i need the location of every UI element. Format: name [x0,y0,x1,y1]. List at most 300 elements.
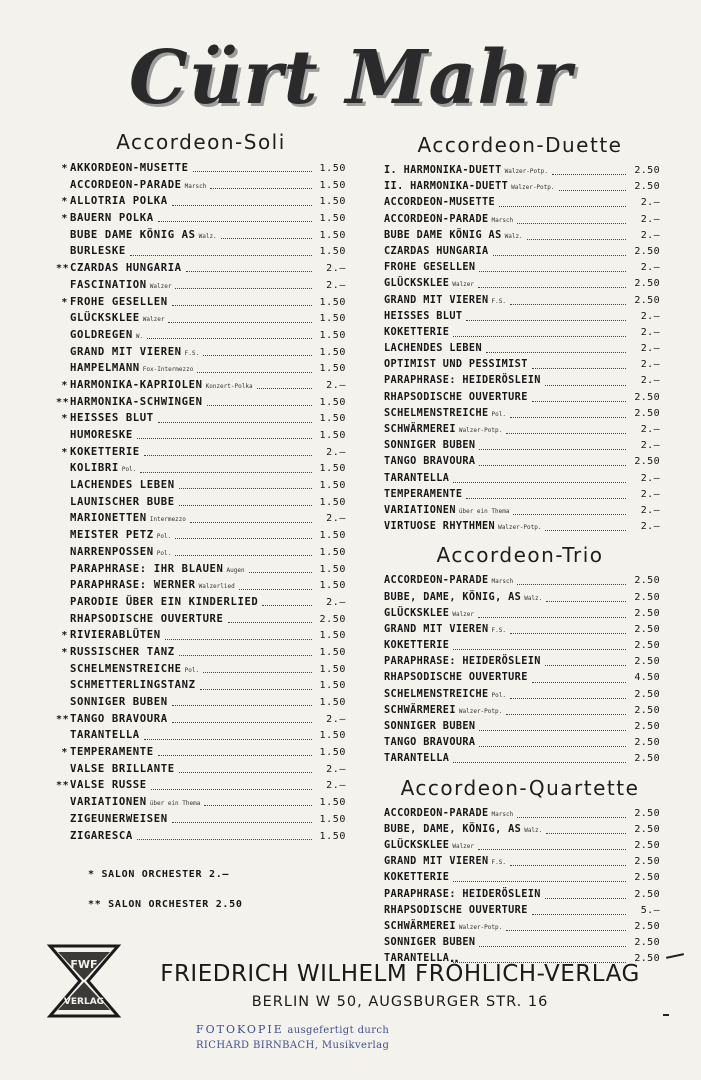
list-item [380,519,660,535]
entry-title: AKKORDEON-MUSETTE [70,162,189,174]
entry-price: 2.50 [634,391,660,403]
list-item [380,703,660,719]
list-item [380,638,660,654]
entry-title: BUBE, DAME, KÖNIG, AS [384,591,522,603]
footnote-salon-orchester-2: ** SALON ORCHESTER 2.50 [88,899,243,910]
entry-genre: Intermezzo [149,516,186,524]
leader-dots [545,384,626,386]
list-item [56,427,346,444]
entry-price: 1.50 [319,797,346,809]
list-item [380,622,660,638]
entry-genre: Marsch [491,810,514,818]
entry-title: CZARDAS HUNGARIA [384,245,489,257]
list-item [56,394,346,411]
list-item [380,687,660,703]
leader-dots [479,729,626,731]
leader-dots [532,681,626,683]
leader-dots [453,648,626,650]
entry-mark: * [61,413,68,425]
entry-genre: Walz. [524,594,543,602]
list-item [380,838,660,854]
entry-price: 2.50 [634,704,660,716]
list-item [380,806,660,822]
leader-dots [479,448,626,450]
entry-genre: Walzer-Potp. [511,184,555,192]
leader-dots [249,571,312,573]
composer-title: Cürt Mahr [128,35,573,121]
entry-price: 2.50 [634,245,660,257]
entry-mark: * [61,196,68,208]
entry-genre: Pol. [491,410,506,418]
entry-title: GLÜCKSKLEE [384,278,450,290]
leader-dots [144,454,312,456]
entry-title: PARODIE ÜBER EIN KINDERLIED [70,595,259,608]
entry-genre: Walz. [504,232,523,240]
entry-title: ACCORDEON-PARADE [384,213,489,225]
entry-title: GLÜCKSKLEE [70,312,140,325]
list-item [380,422,660,438]
entry-title: ACCORDEON-PARADE [384,575,489,587]
leader-dots [175,554,312,556]
leader-dots [158,220,312,222]
entry-price: 1.50 [319,747,346,759]
list-item [380,260,660,276]
list-item [56,611,346,628]
entry-title: SCHWÄRMEREI [384,704,456,716]
entry-price: 1.50 [319,363,346,375]
leader-dots [486,351,626,353]
list-item [380,719,660,735]
entry-price: 2.— [640,229,660,241]
entry-genre: Marsch [491,216,514,224]
entry-mark: ** [56,396,70,408]
list-item [56,377,346,394]
leader-dots [147,337,312,339]
entry-price: 2.— [640,359,660,371]
list-item [56,410,346,427]
entry-title: BUBE DAME KÖNIG AS [384,229,502,241]
trio-section [380,543,660,767]
entry-title: SCHELMENSTREICHE [384,688,489,700]
footnote-salon-orchester-1: * SALON ORCHESTER 2.— [88,869,230,880]
leader-dots [510,303,626,305]
entry-title: SCHWÄRMEREI [384,424,456,435]
leader-dots [203,671,312,673]
entry-title: SCHMETTERLINGSTANZ [70,679,196,692]
entry-mark: * [61,646,68,658]
entry-title: HARMONIKA-SCHWINGEN [70,395,203,408]
logo-text-bottom: VERLAG [63,997,105,1007]
entry-title: TANGO BRAVOURA [384,737,476,749]
leader-dots [175,287,312,289]
entry-genre: Marsch [491,578,514,586]
logo-text-top: FWF [70,958,98,971]
entry-title: TEMPERAMENTE [70,746,154,759]
entry-title: GRAND MIT VIEREN [384,294,489,306]
entry-title: SCHELMENSTREICHE [384,407,489,419]
entry-price: 2.50 [634,953,660,965]
entry-genre: Marsch [184,182,207,190]
entry-price: 2.50 [634,888,660,900]
entry-price: 2.50 [634,807,660,819]
entry-title: ACCORDEON-PARADE [384,807,489,819]
entry-genre: Walzer [142,316,165,324]
entry-genre: F.S. [491,859,506,867]
leader-dots [172,704,312,706]
leader-dots [466,319,626,321]
entry-title: VALSE RUSSE [70,779,147,792]
entry-mark: * [61,213,68,225]
entry-title: TEMPERAMENTE [384,488,463,500]
leader-dots [221,237,312,239]
entry-genre: Augen [226,566,245,574]
leader-dots [179,504,312,506]
publisher-logo-icon [44,940,124,1022]
list-item [56,444,346,461]
entry-title: RHAPSODISCHE OUVERTURE [384,904,528,916]
entry-genre: Walzer-Potp. [498,524,542,532]
scan-speck [663,1014,669,1016]
list-item [56,477,346,494]
list-item [56,627,346,644]
publisher-name: FRIEDRICH WILHELM FRÖHLICH-VERLAG [160,961,640,987]
entry-genre: Walzer-Potp. [458,923,503,931]
entry-title: KOKETTERIE [384,326,450,338]
leader-dots [479,270,626,272]
quartette-section [380,776,660,968]
list-item [56,277,346,294]
leader-dots [532,367,626,369]
list-item [56,677,346,694]
entry-title: GRAND MIT VIEREN [384,856,489,868]
entry-title: I. HARMONIKA-DUETT [384,165,502,176]
entry-genre: Walzer [149,282,172,290]
leader-dots [179,654,312,656]
entry-mark: ** [56,263,70,275]
entry-price: 2.50 [634,823,660,835]
list-item [380,471,660,487]
soli-heading: Accordeon-Soli [116,130,286,154]
entry-genre: F.S. [491,297,506,305]
list-item [380,573,660,589]
leader-dots [532,913,626,915]
publisher-address: BERLIN W 50, AUGSBURGER STR. 16 [251,994,549,1010]
leader-dots [546,600,626,602]
entry-price: 2.— [326,279,346,291]
entry-genre: Pol. [491,691,506,699]
list-item [56,761,346,778]
entry-title: VARIATIONEN [384,504,456,516]
entry-title: TARANTELLA [70,729,140,742]
duette-heading: Accordeon-Duette [417,133,623,157]
entry-genre: Walzer-Potp. [458,707,503,715]
entry-title: GRAND MIT VIEREN [384,623,489,635]
list-item [380,406,660,422]
entry-price: 2.50 [634,575,660,587]
list-item [56,310,346,327]
leader-dots [179,487,312,489]
entry-price: 2.50 [319,613,346,625]
entry-title: FROHE GESELLEN [70,295,168,308]
entry-price: 1.50 [319,680,346,692]
leader-dots [510,864,626,866]
list-item [56,344,346,361]
entry-price: 2.50 [634,721,660,732]
leader-dots [158,421,312,423]
entry-price: 1.50 [319,413,346,425]
entry-price: 2.50 [634,278,660,290]
entry-price: 2.50 [634,872,660,884]
entry-price: 2.50 [634,737,660,749]
list-item [56,527,346,544]
leader-dots [527,238,626,240]
leader-dots [479,464,626,466]
leader-dots [517,583,626,585]
entry-price: 2.— [326,379,346,391]
soli-list [56,160,346,844]
entry-price: 2.— [640,343,660,355]
entry-price: 1.50 [319,229,346,241]
entry-price: 2.— [640,472,660,484]
list-item [380,735,660,751]
list-item [56,227,346,244]
list-item [380,487,660,503]
entry-title: GOLDREGEN [70,328,133,341]
list-item [56,177,346,194]
entry-title: BUBE DAME KÖNIG AS [70,228,196,241]
leader-dots [517,816,626,818]
list-item [56,711,346,728]
list-item [380,163,660,179]
entry-title: NARRENPOSSEN [70,545,154,558]
stamp-line2: RICHARD BIRNBACH, Musikverlag [196,1040,390,1051]
list-item [56,193,346,210]
entry-title: CZARDAS HUNGARIA [70,262,182,275]
leader-dots [559,189,627,191]
leader-dots [510,632,626,634]
list-item [56,694,346,711]
list-item [56,828,346,845]
entry-price: 2.50 [634,640,660,652]
entry-price: 2.50 [634,656,660,668]
entry-title: SONNIGER BUBEN [384,937,476,949]
entry-title: PARAPHRASE: HEIDERÖSLEIN [384,375,541,387]
list-item [56,294,346,311]
entry-price: 2.— [640,488,660,500]
scan-speck [666,953,684,959]
leader-dots [144,738,312,740]
list-item [380,751,660,767]
entry-title: TARANTELLA [384,753,450,765]
list-item [380,293,660,309]
list-item [56,210,346,227]
leader-dots [479,945,626,947]
leader-dots [545,664,626,666]
ensemble-column [380,133,660,967]
entry-title: BURLESKE [70,245,126,258]
list-item [56,360,346,377]
leader-dots [204,804,312,806]
list-item [56,160,346,177]
leader-dots [140,471,312,473]
leader-dots [175,537,312,539]
entry-price: 1.50 [319,480,346,492]
entry-price: 2.— [640,375,660,387]
entry-title: SCHWÄRMEREI [384,920,456,932]
leader-dots [172,204,312,206]
entry-price: 1.50 [319,530,346,542]
entry-price: 2.50 [634,181,660,193]
list-item [380,373,660,389]
leader-dots [510,416,626,418]
entry-title: ZIGARESCA [70,829,133,842]
entry-price: 1.50 [319,430,346,441]
list-item [380,357,660,373]
entry-price: 1.50 [319,163,346,174]
list-item [380,935,660,951]
soli-column [56,130,346,844]
list-item [56,460,346,477]
list-item [56,494,346,511]
entry-title: ALLOTRIA POLKA [70,195,168,208]
list-item [380,870,660,886]
leader-dots [532,400,626,402]
entry-price: 2.50 [634,920,660,932]
entry-genre: Walzer-Potp. [504,168,548,175]
entry-price: 1.50 [319,396,346,408]
leader-dots [499,205,626,207]
list-item [56,577,346,594]
leader-dots [210,187,312,189]
copy-stamp [196,1022,476,1053]
entry-title: TARANTELLA [384,472,450,484]
list-item [56,327,346,344]
entry-title: VALSE BRILLANTE [70,762,175,775]
list-item [56,661,346,678]
entry-price: 1.50 [319,313,346,325]
entry-title: ZIGEUNERWEISEN [70,812,168,825]
list-item [380,390,660,406]
entry-title: RIVIERABLÜTEN [70,629,161,642]
leader-dots [517,222,626,224]
entry-genre: Pol. [156,549,172,557]
entry-price: 2.— [640,326,660,338]
entry-title: PARAPHRASE: HEIDERÖSLEIN [384,888,541,900]
list-item [380,244,660,260]
entry-price: 1.50 [319,329,346,341]
leader-dots [239,588,312,590]
leader-dots [546,832,626,834]
entry-title: LAUNISCHER BUBE [70,495,175,508]
list-item [56,544,346,561]
entry-title: MEISTER PETZ [70,529,154,542]
list-item [56,644,346,661]
leader-dots [172,821,312,823]
leader-dots [478,848,626,850]
list-item [380,212,660,228]
entry-price: 2.50 [634,294,660,306]
leader-dots [506,929,626,931]
entry-mark: * [61,163,68,174]
entry-price: 2.50 [634,607,660,619]
entry-price: 1.50 [319,246,346,258]
entry-title: TANGO BRAVOURA [384,456,476,468]
leader-dots [479,745,626,747]
leader-dots [493,254,626,256]
entry-genre: W. [135,332,144,340]
entry-price: 2.50 [634,856,660,868]
leader-dots [545,529,626,531]
entry-title: HEISSES BLUT [70,412,154,425]
leader-dots [453,761,626,763]
leader-dots [466,497,626,499]
entry-price: 1.50 [319,346,346,358]
list-item [380,503,660,519]
entry-mark: * [61,446,68,458]
list-item [380,887,660,903]
entry-price: 1.50 [319,663,346,675]
list-item [380,228,660,244]
entry-title: GLÜCKSKLEE [384,839,450,851]
entry-price: 2.50 [634,688,660,700]
entry-title: VIRTUOSE RHYTHMEN [384,521,496,533]
entry-title: SONNIGER BUBEN [384,721,476,732]
entry-title: SONNIGER BUBEN [70,696,168,708]
list-item [380,454,660,470]
entry-mark: ** [56,713,70,725]
entry-price: 2.— [640,440,660,452]
entry-price: 2.— [326,263,346,275]
entry-price: 1.50 [319,580,346,592]
list-item [380,919,660,935]
stamp-line1: FOTOKOPIE [196,1023,284,1036]
leader-dots [151,788,312,790]
list-item [56,510,346,527]
entry-price: 1.50 [319,179,346,191]
leader-dots [453,335,626,337]
list-item [380,606,660,622]
entry-price: 1.50 [319,546,346,558]
entry-genre: Pol. [121,466,137,474]
entry-title: BAUERN POLKA [70,212,154,225]
entry-price: 4.50 [634,672,660,684]
list-item [380,854,660,870]
leader-dots [506,432,626,434]
entry-price: 2.— [640,213,660,225]
entry-price: 2.— [326,513,346,525]
entry-title: BUBE, DAME, KÖNIG, AS [384,823,522,835]
entry-price: 2.— [640,310,660,322]
trio-heading: Accordeon-Trio [436,543,604,568]
entry-price: 1.50 [319,296,346,308]
entry-title: ACCORDEON-MUSETTE [384,197,496,209]
entry-title: KOKETTERIE [384,640,450,652]
leader-dots [137,437,312,439]
entry-price: 2.— [640,504,660,516]
entry-mark: ** [56,780,70,792]
leader-dots [478,616,626,618]
entry-title: SCHELMENSTREICHE [70,662,182,675]
entry-price: 1.50 [319,463,346,475]
leader-dots [453,481,626,483]
leader-dots [262,604,312,606]
leader-dots [168,321,312,323]
entry-title: LACHENDES LEBEN [384,343,483,355]
entry-price: 2.50 [634,623,660,635]
entry-price: 1.50 [319,496,346,508]
entry-title: HARMONIKA-KAPRIOLEN [70,378,203,391]
entry-genre: Walzerlied [198,583,235,591]
